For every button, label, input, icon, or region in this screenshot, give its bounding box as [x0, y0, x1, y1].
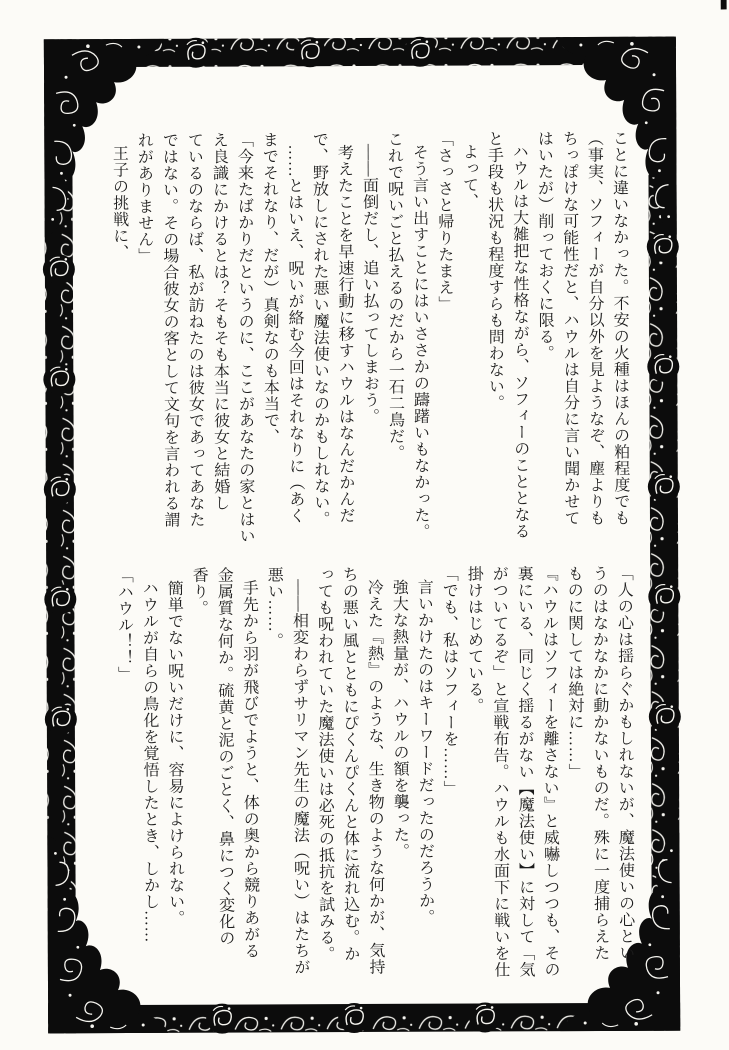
text-line: ているのならば、私が訪ねたのは彼女であってあなた	[185, 131, 205, 528]
text-line: で、野放しにされた悪い魔法使いなのかもしれない。	[310, 131, 330, 528]
text-line: え良識にかけるとは？そもそも本当に彼女と結婚し	[210, 131, 229, 512]
top-text-block	[106, 129, 633, 545]
bottom-text-block	[111, 565, 638, 987]
text-line: 『ハウルはソフィーを離さない』と威嚇しつつも、その	[540, 565, 559, 978]
text-line: 言いかけたのはキーワードだったのだろうか。	[415, 578, 434, 926]
text-line: 「でも、私はソフィーを……」	[440, 565, 459, 797]
text-line: 「今来たばかりだというのに、ここがあなたの家とはい	[235, 131, 255, 545]
print-artifact	[721, 0, 727, 9]
text-line: 金属質な何か。硫黄と泥のごとく、鼻につく変化の	[215, 566, 234, 947]
text-line: 簡単でない呪いだけに、容易によけられない。	[165, 579, 184, 927]
text-line: これで呪いごと払えるのだから一石二鳥だ。	[385, 130, 404, 461]
text-line: ハウルは大雑把な性格ながら、ソフィーのこととなる	[510, 143, 530, 540]
text-line: 「ハウル！！」	[115, 567, 133, 683]
text-line: うのはなかなかに動かないものだ。殊に一度捕らえた	[590, 564, 609, 962]
text-line: （事実、ソフィーが自分以外を見ようなぞ、塵よりも	[585, 129, 605, 527]
text-line: と手段も状況も程度すらも問わない。	[485, 130, 504, 411]
text-line: れがありません」	[135, 131, 153, 264]
text-line: ハウルが自らの鳥化を覚悟したとき、しかし……	[140, 579, 159, 943]
text-line: 冷えた『熱』のような、生き物のような何かが、気持	[365, 578, 384, 975]
text-line: 香り。	[190, 566, 208, 617]
text-line: がついてるぞ」と宣戦布告。ハウルも水面下に戦いを仕	[490, 565, 509, 978]
text-line: 裏にいる、同じく揺るがない【魔法使い】に対して「気	[515, 565, 534, 978]
text-line: ……とはいえ、呪いが絡む今回はそれなりに（あく	[285, 144, 304, 524]
text-line: そう言い出すことにはいささかの躊躇いもなかった。	[410, 143, 430, 540]
text-line: ではない。その場合彼女の客として文句を言われる謂	[160, 131, 180, 528]
text-line: 手先から羽が飛びでようと、体の奥から競りあがる	[240, 579, 259, 960]
text-line: 王子の挑戦に、	[110, 145, 128, 261]
text-line: はいたが）削っておくに限る。	[535, 130, 554, 362]
text-line: ことに違いなかった。不安の火種はほんの粕程度でも	[610, 129, 630, 526]
text-line: ――相変わらずサリマン先生の魔法（呪い）はたちが	[290, 579, 309, 976]
text-line: 考えたことを早速行動に移すハウルはなんだかんだ	[335, 144, 354, 524]
text-line: ものに関しては絶対に……」	[565, 565, 584, 780]
text-line: 悪い……。	[265, 566, 283, 649]
text-line: ちの悪い風とともにぴくんぴくんと体に流れ込む。か	[340, 566, 359, 963]
text-line: 掛けはじめている。	[465, 565, 483, 715]
text-line: 「人の心は揺らぐかもしれないが、魔法使いの心とい	[615, 564, 634, 961]
text-line: 強大な熱量が、ハウルの額を襲った。	[390, 578, 409, 860]
text-line: 「さっさと帰りたまえ」	[435, 130, 454, 313]
text-line: までそれなり、だが）真剣なのも本当で、	[260, 131, 279, 445]
text-line: ――面倒だし、追い払ってしまおう。	[360, 143, 379, 425]
text-line: ちっぽけな可能性だと、ハウルは自分に言い聞かせて	[560, 130, 580, 527]
text-line: よって、	[460, 143, 478, 210]
text-line: っても呪われていた魔法使いは必死の抵抗を試みる。	[315, 566, 334, 963]
